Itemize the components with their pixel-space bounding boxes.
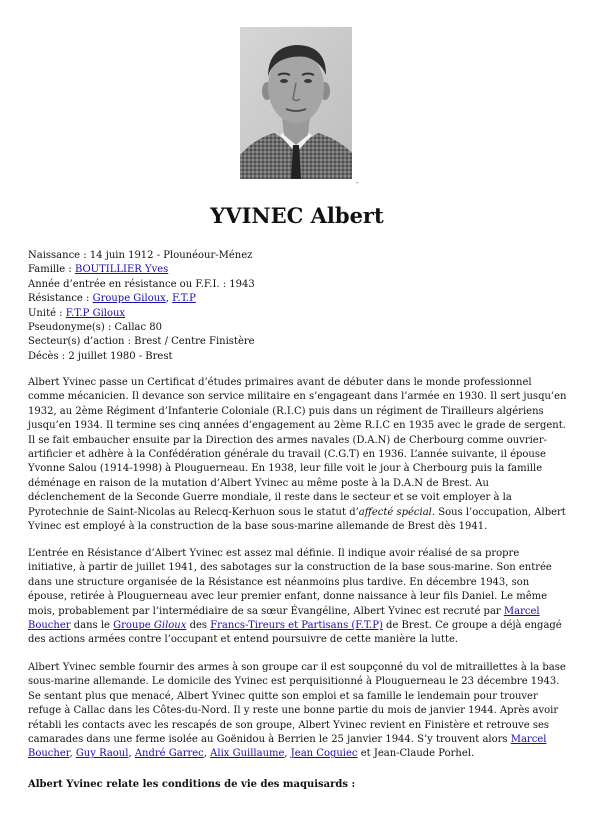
- fact-famille: [28, 263, 568, 277]
- link-alix-guillaume[interactable]: Alix Guillaume: [210, 748, 285, 760]
- link-jean-coguiec[interactable]: Jean Coguiec: [290, 748, 358, 760]
- paragraph-resistance-entry: [28, 547, 568, 648]
- p3-sep-4: ,: [284, 748, 291, 760]
- fact-famille-label: Famille :: [28, 264, 75, 276]
- link-marcel-boucher[interactable]: Marcel Boucher: [28, 605, 540, 632]
- portrait-photo: [240, 27, 352, 179]
- link-groupe-giloux[interactable]: Groupe Giloux: [92, 293, 166, 305]
- link-andre-garrec[interactable]: André Garrec: [134, 748, 204, 760]
- paragraph-maquis: [28, 661, 568, 762]
- link-groupe-text: Groupe: [113, 620, 154, 632]
- fact-resistance-sep: ,: [165, 293, 173, 305]
- link-marcel-boucher-2[interactable]: Marcel Boucher: [28, 734, 547, 760]
- page-title: YVINEC Albert: [210, 203, 384, 228]
- link-groupe-giloux-inline[interactable]: [113, 620, 186, 631]
- fact-unite-label: Unité :: [28, 307, 66, 319]
- p3-sep-2: ,: [128, 748, 135, 760]
- p2-text-b: dans le: [70, 620, 114, 632]
- p3-sep-3: ,: [203, 748, 211, 760]
- p1-emphasis: affecté spécial: [358, 506, 432, 518]
- p2-text-d: de Brest. Ce groupe a déjà engagé des actions armées contre l’occupant et entend poursuivre de cette manière la lutte.: [28, 620, 562, 646]
- fact-naissance: Naissance : 14 juin 1912 - Plounéour-Ménez: [28, 250, 253, 261]
- link-giloux-text: Giloux: [153, 620, 187, 632]
- fact-resistance: [28, 292, 568, 306]
- link-ftp[interactable]: F.T.P: [172, 293, 196, 305]
- link-ftp-giloux[interactable]: F.T.P Giloux: [65, 307, 126, 319]
- p2-text-a: L’entrée en Résistance d’Albert Yvinec est assez mal définie. Il indique avoir réalisé de sa propre initiative, à partir de juillet 1941, des sabotages sur la construction de la base sous-marine. Son entrée dans une structure organisée de la Résistance est néanmoins plus tardive. En décembre 1943, son épouse, retirée à Plouguerneau avec leur premier enfant, donne naissance à leur fils Daniel. Le même mois, probablement par l’intermédiaire de sa sœur Évangéline, Albert Yvinec est recruté par: [28, 548, 552, 617]
- link-guy-raoul[interactable]: Guy Raoul: [75, 748, 129, 760]
- portrait-image: [240, 27, 352, 179]
- p1-text-a: Albert Yvinec passe un Certificat d’études primaires avant de débuter dans le monde professionnel comme mécanicien. Il devance son service militaire en s’engageant dans l’armée en 1930. Il sert jusqu’en 1932, au 2ème Régiment d’Infanterie Coloniale (R.I.C) puis dans un régiment de Tirailleurs algériens jusqu’en 1934. Il termine ses cinq années d’engagement au 2ème R.I.C en 1935 avec le grade de sergent. Il se fait embaucher ensuite par la Direction des armes navales (D.A.N) de Cherbourg comme ouvrier-artificier et adhère à la Confédération générale du travail (C.G.T) en 1936. L’année suivante, il épouse Yvonne Salou (1914-1998) à Plouguerneau. En 1938, leur fille voit le jour à Cherbourg puis la famille déménage en raison de la mutation d’Albert Yvinec au même poste à la D.A.N de Brest. Au déclenchement de la Seconde Guerre mondiale, il reste dans le secteur et se voit employer à la Pyrotechnie de Saint-Nicolas au Relecq-Kerhuon sous le statut d’: [28, 377, 567, 518]
- fact-unite: [28, 307, 568, 321]
- p2-text-c: des: [186, 620, 211, 632]
- fact-secteur: Secteur(s) d’action : Brest / Centre Finistère: [28, 336, 255, 348]
- p3-text-a: Albert Yvinec semble fournir des armes à son groupe car il est soupçonné du vol de mitraillettes à la base sous-marine allemande. Le domicile des Yvinec est perquisitionné à Plouguerneau le 23 décembre 1943. Se sentant plus que menacé, Albert Yvinec quitte son emploi et sa famille le lendemain pour trouver refuge à Callac dans les Côtes-du-Nord. Il y reste une bonne partie du mois de janvier 1944. Après avoir rétabli les contacts avec les rescapés de son groupe, Albert Yvinec revient en Finistère et retrouve ses camarades dans une ferme isolée au Goënidou à Berrien le 25 janvier 1944. S’y trouvent alors: [28, 662, 566, 746]
- p3-sep-1: ,: [69, 748, 76, 760]
- p3-text-end: et Jean-Claude Porhel.: [357, 748, 475, 760]
- fact-pseudonyme: Pseudonyme(s) : Callac 80: [28, 322, 162, 334]
- p1-text-b: . Sous l’occupation, Albert Yvinec est employé à la construction de la base sous-marine allemande de Brest dès 1941.: [28, 506, 566, 533]
- fact-resistance-label: Résistance :: [28, 293, 93, 305]
- fact-entree: Année d’entrée en résistance ou F.F.I. : 1943: [28, 278, 255, 290]
- link-boutillier-yves[interactable]: BOUTILLIER Yves: [74, 264, 169, 276]
- link-ftp-full[interactable]: Francs-Tireurs et Partisans (F.T.P): [210, 620, 383, 632]
- facts-list: [28, 249, 568, 364]
- fact-deces: Décès : 2 juillet 1980 - Brest: [28, 350, 173, 362]
- section-subheading: Albert Yvinec relate les conditions de vie des maquisards :: [28, 779, 356, 790]
- photo-caption: -: [356, 179, 359, 187]
- paragraph-biography: [28, 376, 568, 534]
